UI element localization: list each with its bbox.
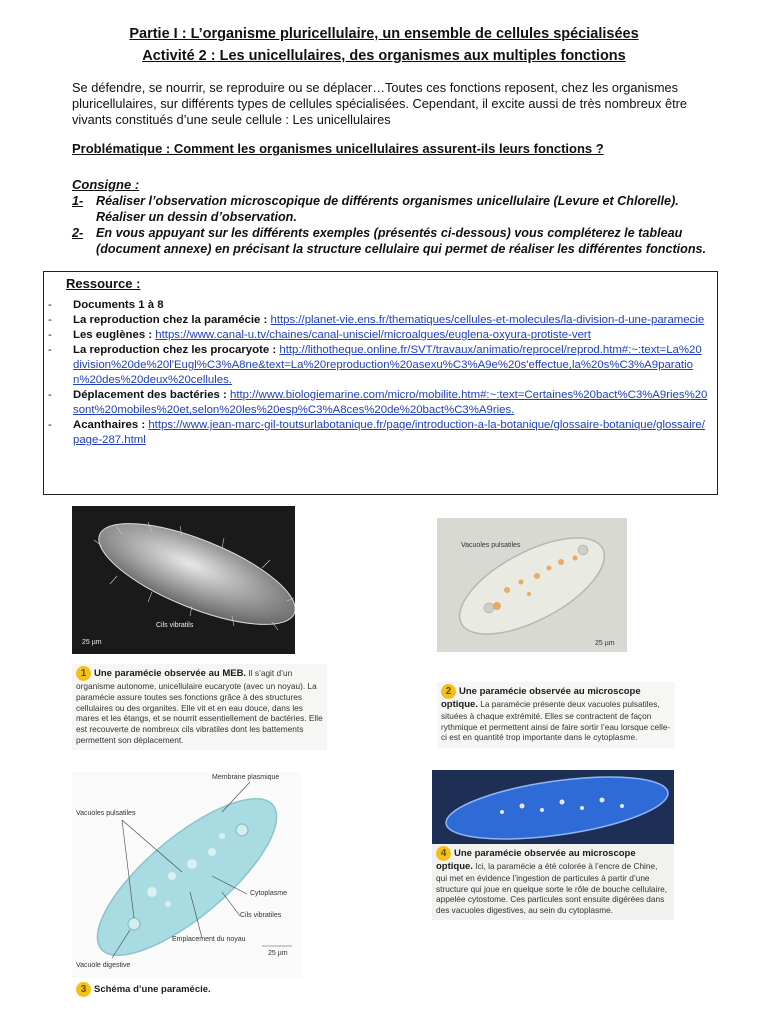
- caption-text: La paramécie présente deux vacuoles pulsatiles, situées à chaque extrémité. Elles se contractent de façon rythmique et permettent ainsi de faire sortir l’eau lorsque celle-ci est en quantité trop importante dans le cytoplasme.: [441, 699, 671, 743]
- caption-text: Ici, la paramécie a été colorée à l’encre de Chine, qui met en évidence l’ingestion de particules à partir d’une structure qui joue en quelque sorte le rôle de bouche cellulaire, appelée cytostome. Ces particules sont ensuite digérées dans des vacuoles digestives, au sein du cytoplasme.: [436, 861, 668, 916]
- label-cils-vibratils: Cils vibratils: [156, 622, 194, 629]
- doc4-stained-image: [432, 770, 674, 844]
- doc-number-badge: 2: [441, 684, 456, 699]
- caption-title: Une paramécie observée au microscope optique.: [436, 848, 636, 872]
- consigne-text: Réaliser l’observation microscopique de différents organismes unicellulaire (Levure et Chlorelle).: [96, 194, 679, 208]
- label-membrane: Membrane plasmique: [212, 774, 280, 781]
- doc-number-badge: 3: [76, 982, 91, 997]
- ressource-link[interactable]: https://planet-vie.ens.fr/thematiques/cellules-et-molecules/la-division-d-une-paramecie: [270, 314, 705, 326]
- doc4-caption: [432, 844, 674, 920]
- consigne-num: 2-: [72, 226, 84, 240]
- label-cils: Cils vibratiles: [240, 912, 282, 919]
- ressource-link[interactable]: http://www.biologiemarine.com/micro/mobilite.htm#:~:text=Certaines%20bact%C3%A9ries%20sont%20mobiles%20et,selon%20les%20esp%C3%A8ces%20de%20bact%C3%A9ries.: [73, 389, 708, 416]
- ressource-label: La reproduction chez la paramécie :: [73, 314, 271, 326]
- ressource-box: [43, 271, 718, 495]
- ressource-label: Acanthaires :: [73, 419, 149, 431]
- ressource-item: - La reproduction chez la paramécie : https://planet-vie.ens.fr/thematiques/cellules-et-molecules/la-division-d-une-paramecie: [48, 314, 705, 326]
- consigne-list: [72, 193, 712, 257]
- doc1-caption: [72, 664, 327, 750]
- scale-bar: 25 µm: [268, 950, 288, 957]
- intro-paragraph: Se défendre, se nourrir, se reproduire ou se déplacer…Toutes ces fonctions reposent, chez les organismes pluricellulaires, sur différents types de cellules spécialisées. Cependant, il excite aussi de très nombreux être vivants constitués d’une seule cellule : Les unicellulaires: [72, 80, 688, 127]
- ressource-label: La reproduction chez les procaryote :: [73, 344, 280, 356]
- paramecium-schema-icon: [72, 772, 302, 978]
- problematique: Problématique : Comment les organismes unicellulaires assurent-ils leurs fonctions ?: [72, 141, 604, 156]
- doc2-caption: [437, 682, 675, 748]
- paramecium-ink-icon: [432, 770, 674, 844]
- scale-bar: 25 µm: [595, 640, 615, 647]
- scale-bar: 25 µm: [82, 639, 102, 646]
- ressource-list: [48, 298, 708, 448]
- caption-text: Il s’agit d’un organisme autonome, unicellulaire eucaryote (avec un noyau). La paramécie assure toutes ses fonctions grâce à des structures cellulaires ou des organites. Elle vit et en eau douce, dans les mares et les étangs, et se nourrit essentiellement de bactéries. Elle est recouverte de nombreux cils vibratiles dont les battements permettent son déplacement.: [76, 668, 323, 745]
- label-noyau: Emplacement du noyau: [172, 936, 246, 943]
- consigne-item: [72, 193, 712, 209]
- ressource-item: - Documents 1 à 8: [48, 299, 164, 311]
- caption-title: Schéma d’une paramécie.: [94, 984, 211, 995]
- consigne-num: 1-: [72, 194, 84, 208]
- ressource-link[interactable]: https://www.jean-marc-gil-toutsurlabotanique.fr/page/introduction-a-la-botanique/glossaire-botanique/glossaire/page-287.html: [73, 419, 705, 446]
- paramecium-sem-icon: [72, 506, 295, 654]
- ressource-item: - Les euglènes : https://www.canal-u.tv/chaines/canal-unisciel/microalgues/euglena-oxyura-protiste-vert: [48, 329, 591, 341]
- ressource-link[interactable]: http://lithotheque.online.fr/SVT/travaux/animatio/reprocel/reprod.htm#:~:text=La%20division%20de%20l'Eugl%C3%A8ne&text=La%20reproduction%20asexu%C3%A9e%20s'effectue,la%20s%C3%A9paration%20des%20deux%20cellules.: [73, 344, 702, 386]
- caption-title: Une paramécie observée au microscope optique.: [441, 686, 641, 710]
- doc3-caption: [72, 980, 272, 998]
- doc1-sem-image: [72, 506, 295, 654]
- consigne-text-cont: Réaliser un dessin d’observation.: [96, 210, 297, 224]
- caption-title: Une paramécie observée au MEB.: [94, 668, 247, 679]
- ressource-item: - Acanthaires : https://www.jean-marc-gil-toutsurlabotanique.fr/page/introduction-a-la-botanique/glossaire-botanique/glossaire/page-287.html: [48, 419, 705, 446]
- label-vacuoles-pulsatiles: Vacuoles pulsatiles: [461, 542, 521, 549]
- activity-title: Activité 2 : Les unicellulaires, des organismes aux multiples fonctions: [142, 48, 626, 64]
- consigne-text-cont: (document annexe) en précisant la structure cellulaire qui permet de réaliser les différentes fonctions.: [96, 242, 707, 256]
- paramecium-optical-icon: [437, 518, 627, 652]
- ressource-label: Les euglènes :: [73, 329, 156, 341]
- page-title: Partie I : L’organisme pluricellulaire, un ensemble de cellules spécialisées: [129, 26, 639, 42]
- ressource-label: Déplacement des bactéries :: [73, 389, 231, 401]
- doc-number-badge: 4: [436, 846, 451, 861]
- ressource-link[interactable]: https://www.canal-u.tv/chaines/canal-unisciel/microalgues/euglena-oxyura-protiste-vert: [155, 329, 591, 341]
- doc3-schema: [72, 772, 302, 978]
- ressource-title: Ressource :: [66, 276, 141, 291]
- consigne-item: [72, 225, 712, 241]
- label-cytoplasme: Cytoplasme: [250, 890, 287, 897]
- label-vacuole-digestive: Vacuole digestive: [76, 962, 131, 969]
- doc-number-badge: 1: [76, 666, 91, 681]
- consigne-text: En vous appuyant sur les différents exemples (présentés ci-dessous) vous compléterez le tableau: [96, 226, 683, 240]
- doc2-optical-image: [437, 518, 627, 652]
- label-vacuoles: Vacuoles pulsatiles: [76, 810, 136, 817]
- ressource-item: - La reproduction chez les procaryote : http://lithotheque.online.fr/SVT/travaux/animatio/reprocel/reprod.htm#:~:text=La%20division%20de%20l'Eugl%C3%A8ne&text=La%20reproduction%20asexu%C3%A9e%20s'effectue,la%20s%C3%A9paration%20des%20deux%20cellules.: [48, 344, 702, 386]
- consigne-title: Consigne :: [72, 177, 140, 192]
- ressource-item: - Déplacement des bactéries : http://www.biologiemarine.com/micro/mobilite.htm#:~:text=Certaines%20bact%C3%A9ries%20sont%20mobiles%20et,selon%20les%20esp%C3%A8ces%20de%20bact%C3%A9ries.: [48, 389, 708, 416]
- ressource-label: Documents 1 à 8: [73, 299, 164, 311]
